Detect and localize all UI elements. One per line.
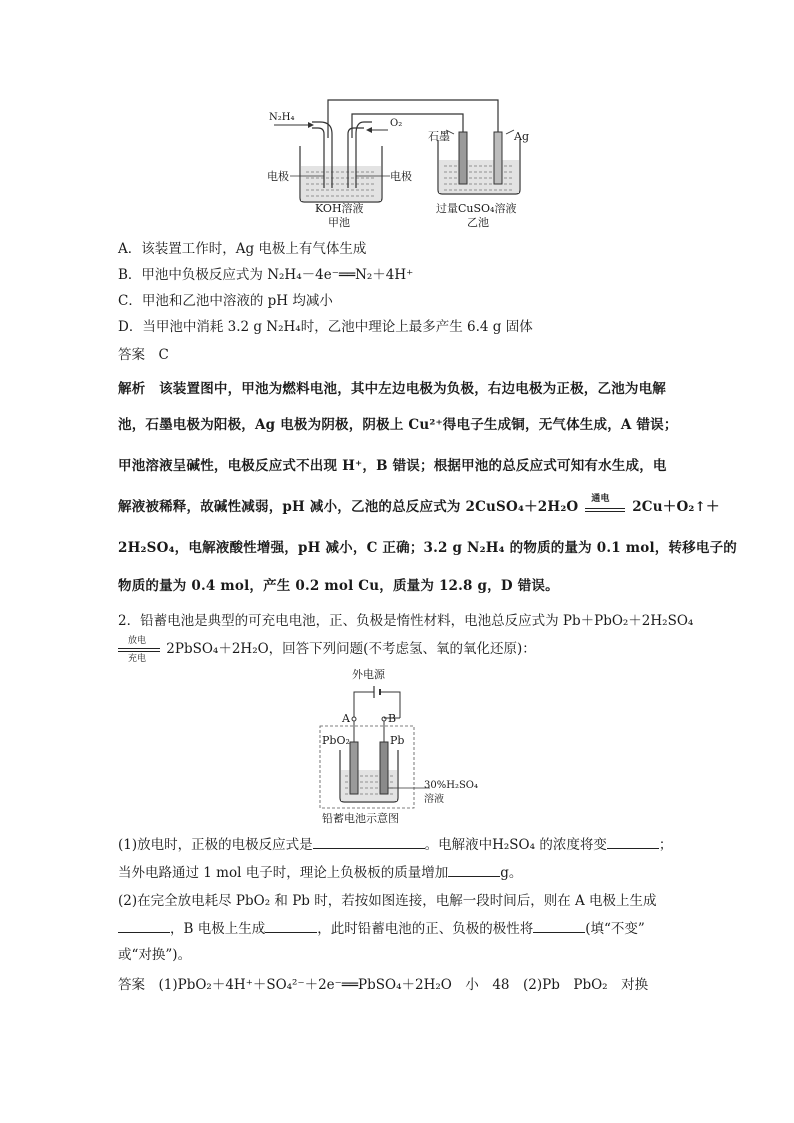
electrolysis-condition: 通电 (591, 494, 610, 504)
blank-positive-electrode-equation (313, 836, 425, 849)
q2-part2-text-b: ，B 电极上生成 (170, 921, 266, 937)
q2-part2-text-c: ，此时铅蓄电池的正、负极的极性将 (317, 921, 534, 937)
q2-part1-line1 (118, 836, 672, 854)
q2-part1-text-c: ； (658, 837, 673, 853)
explanation-line-5: 2H₂SO₄，电解液酸性增强，pH 减小，C 正确；3.2 g N₂H₄ 的物质的量为 0.1 mol，转移电子的 (118, 540, 737, 556)
ag-label: Ag (514, 130, 529, 143)
option-b: B．甲池中负极反应式为 N₂H₄－4e⁻══N₂＋4H⁺ (118, 267, 414, 283)
charge-label: 充电 (128, 654, 147, 664)
option-a: A．该装置工作时，Ag 电极上有气体生成 (118, 241, 367, 257)
blank-polarity (533, 920, 585, 933)
power-source-label: 外电源 (352, 668, 385, 681)
electrolysis-arrow (583, 494, 627, 516)
q2-part1-line2 (118, 864, 522, 882)
blank-electrode-a-product (118, 920, 170, 933)
q2-part2-line2 (118, 920, 645, 938)
graphite-label: 石墨 (428, 130, 450, 143)
right-electrode-label: 电极 (390, 170, 412, 183)
lead-acid-battery-diagram (318, 666, 478, 826)
q1-answer: 答案 C (118, 347, 169, 363)
explanation-line-4 (118, 494, 720, 516)
left-electrode-label: 电极 (267, 170, 289, 183)
cell-jia-label: 甲池 (328, 216, 350, 229)
blank-mass-increase (448, 864, 500, 877)
explanation-line-2: 池，石墨电极为阳极，Ag 电极为阴极，阴极上 Cu²⁺得电子生成铜，无气体生成，A 错误； (118, 417, 678, 433)
solution-label: 溶液 (424, 794, 444, 805)
reversible-arrow (118, 636, 162, 664)
blank-concentration-change (607, 836, 659, 849)
explanation-line-6: 物质的量为 0.4 mol，产生 0.2 mol Cu，质量为 12.8 g，D 错误。 (118, 578, 559, 594)
option-d: D．当甲池中消耗 3.2 g N₂H₄时，乙池中理论上最多产生 6.4 g 固体 (118, 319, 533, 335)
pbo2-label: PbO₂ (322, 734, 350, 747)
q2-stem-line-2-text: 2PbSO₄＋2H₂O，回答下列问题(不考虑氢、氧的氧化还原)： (166, 641, 536, 657)
explanation-line-4-part-b: 2Cu＋O₂↑＋ (632, 499, 720, 515)
q2-part2-line1: (2)在完全放电耗尽 PbO₂ 和 Pb 时，若按如图连接，电解一段时间后，则在 A 电极上生成 (118, 893, 657, 909)
q2-stem-line-1: 2．铅蓄电池是典型的可充电电池，正、负极是惰性材料，电池总反应式为 Pb＋PbO₂＋2H₂SO₄ (118, 613, 694, 629)
q2-answer: 答案 (1)PbO₂＋4H⁺＋SO₄²⁻＋2e⁻══PbSO₄＋2H₂O 小 48 (2)Pb PbO₂ 对换 (118, 977, 649, 993)
cell-yi-label: 乙池 (467, 216, 489, 229)
explanation-line-4-part-a: 解液被稀释，故碱性减弱，pH 减小，乙池的总反应式为 2CuSO₄＋2H₂O (118, 499, 579, 515)
q2-part2-text-d: (填“不变” (585, 921, 645, 937)
explanation-line-3: 甲池溶液呈碱性，电极反应式不出现 H⁺，B 错误；根据甲池的总反应式可知有水生成，电 (118, 458, 667, 474)
q2-part1-text-d: 当外电路通过 1 mol 电子时，理论上负极板的质量增加 (118, 865, 449, 881)
n2h4-label: N₂H₄ (269, 112, 295, 123)
terminal-b-label: B (388, 712, 397, 725)
q2-stem-line-2 (118, 636, 536, 664)
o2-label: O₂ (390, 118, 403, 129)
cuso4-solution-label: 过量CuSO₄溶液 (436, 202, 517, 215)
terminal-a-label: A (342, 712, 350, 725)
q2-part1-text-a: (1)放电时，正极的电极反应式是 (118, 837, 313, 853)
option-c: C．甲池和乙池中溶液的 pH 均减小 (118, 293, 333, 309)
explanation-line-1: 解析 该装置图中，甲池为燃料电池，其中左边电极为负极，右边电极为正极，乙池为电解 (118, 381, 666, 397)
acid-label: 30%H₂SO₄ (424, 780, 479, 791)
fuel-cell-electrolysis-diagram (260, 92, 550, 232)
discharge-label: 放电 (128, 636, 147, 646)
fuel-cell-diagram-drawing (260, 92, 550, 212)
q2-part2-line3: 或“对换”)。 (118, 947, 192, 963)
q2-part1-text-e: g。 (500, 865, 523, 881)
pb-label: Pb (390, 734, 405, 747)
blank-electrode-b-product (265, 920, 317, 933)
koh-solution-label: KOH溶液 (315, 202, 364, 215)
q2-part1-text-b: 。电解液中H₂SO₄ 的浓度将变 (424, 837, 607, 853)
diagram2-caption: 铅蓄电池示意图 (322, 812, 399, 825)
